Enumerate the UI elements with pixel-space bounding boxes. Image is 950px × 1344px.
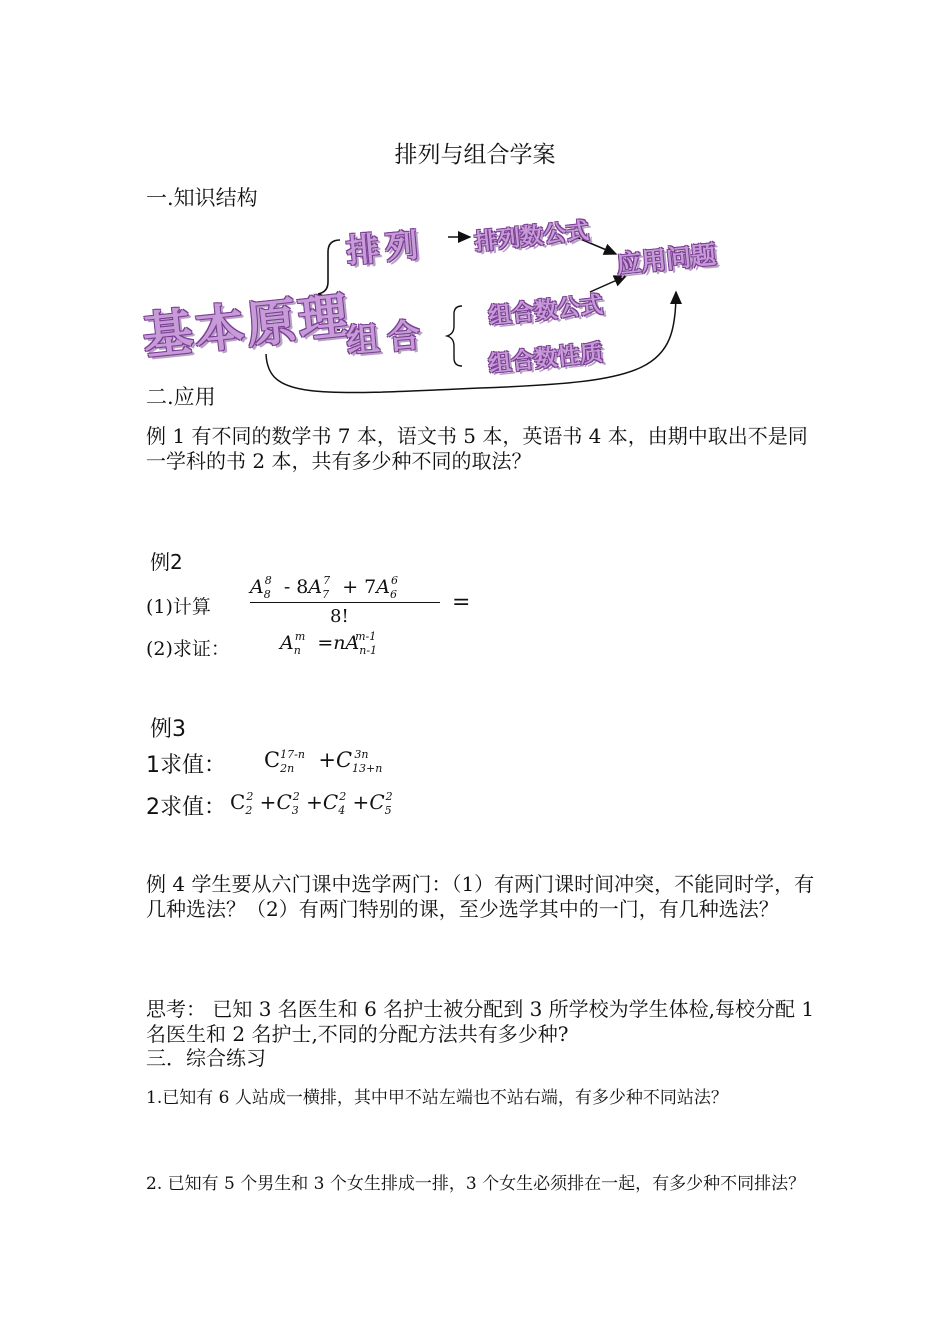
example-2-part-1 — [146, 574, 506, 628]
brace-comb — [447, 306, 462, 366]
section-heading-structure: 一.知识结构 — [146, 186, 258, 210]
wordart-comb-formula: 组合数公式 — [487, 292, 605, 330]
wordart-base-principle: 基本原理 — [139, 286, 353, 366]
example-2-numerator: $A_8^8 - 8A_7^7 + 7A_6^6$ — [250, 574, 398, 601]
example-3-part-1-prefix: 1求值： — [146, 753, 226, 778]
example-2-equals: = — [452, 590, 471, 615]
example-2-part-1-prefix: (1)计算 — [146, 596, 211, 618]
example-3-part-2 — [146, 788, 506, 824]
wordart-permutation: 排列 — [344, 224, 426, 271]
section-heading-application: 二.应用 — [146, 385, 216, 409]
example-2-identity: $A_n^m =nA_{n-1}^{m-1}$ — [280, 630, 378, 657]
wordart-application: 应用问题 — [614, 239, 718, 280]
wordart-combination: 组合 — [344, 314, 430, 361]
example-2-denominator: 8! — [330, 606, 349, 627]
example-2-part-2 — [146, 630, 506, 664]
example-1-text: 例 1 有不同的数学书 7 本，语文书 5 本，英语书 4 本，由期中取出不是同一学科的书 2 本，共有多少种不同的取法？ — [146, 424, 808, 473]
exercise-1: 1.已知有 6 人站成一横排，其中甲不站左端也不站右端，有多少种不同站法？ — [146, 1088, 728, 1108]
example-2-part-2-prefix: (2)求证： — [146, 638, 230, 660]
example-3-expression-1: $C_{2n}^{17-n} +C_{13+n}^{3n}$ — [264, 748, 383, 775]
example-3-part-2-prefix: 2求值： — [146, 795, 226, 820]
wordart-comb-property: 组合数性质 — [487, 340, 605, 378]
example-2-label: 例2 — [150, 550, 183, 574]
knowledge-structure-diagram — [0, 0, 950, 400]
example-3-part-1 — [146, 746, 506, 782]
thinking-question: 思考： 已知 3 名医生和 6 名护士被分配到 3 所学校为学生体检,每校分配 1 名医生和 2 名护士,不同的分配方法共有多少种? — [146, 997, 815, 1046]
section-heading-exercises: 三．综合练习 — [146, 1046, 266, 1070]
example-3-expression-2: $C_2^2 +C_3^2 +C_4^2 +C_5^2$ — [230, 790, 393, 817]
fraction-bar — [250, 602, 440, 603]
example-3-label: 例3 — [150, 717, 186, 742]
exercise-2: 2. 已知有 5 个男生和 3 个女生排成一排，3 个女生必须排在一起，有多少种不同排法？ — [146, 1174, 806, 1194]
wordart-perm-formula: 排列数公式 — [473, 218, 591, 256]
example-4-text: 例 4 学生要从六门课中选学两门：（1）有两门课时间冲突，不能同时学，有几种选法？（2）有两门特别的课，至少选学其中的一门，有几种选法？ — [146, 872, 815, 921]
page-title: 排列与组合学案 — [394, 142, 556, 168]
